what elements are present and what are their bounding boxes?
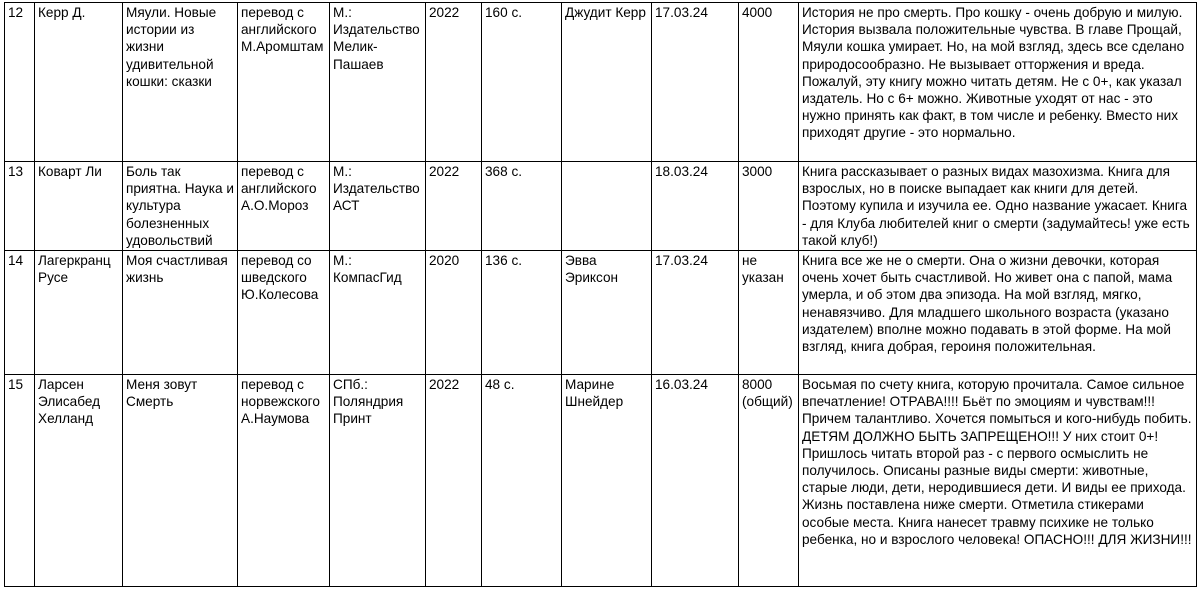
cell-illustrator: Джудит Керр: [562, 3, 652, 162]
cell-pages: 160 с.: [482, 3, 562, 162]
cell-publisher: М.: Издательство АСТ: [330, 162, 426, 251]
review-paragraph: Пришлось читать второй раз - с первого осмыслить не получилось. Описаны разные виды смерти: животные, старые люди, дети, неродившиеся дети. И виды ее прихода. Жизнь поставлена ниже смерти. Отметила стикерами особые места. Книга нанесет травму психике не только ребенка, но и взрослого человека! ОПАСНО!!! ДЛЯ ЖИЗНИ!!!: [802, 445, 1192, 547]
cell-year: 2022: [426, 162, 482, 251]
cell-review: [799, 375, 1197, 587]
cell-date: 16.03.24: [652, 375, 739, 587]
cell-translation: перевод с английского М.Аромштам: [238, 3, 330, 162]
table-row: [5, 162, 1197, 251]
cell-number: 15: [5, 375, 35, 587]
table-row: [5, 251, 1197, 375]
cell-author: Лагеркранц Русе: [35, 251, 123, 375]
cell-year: 2020: [426, 251, 482, 375]
review-paragraph: Восьмая по счету книга, которую прочитала. Самое сильное впечатление! ОТРАВА!!!! Бьёт по эмоциям и чувствам!!! Причем талантливо. Хочется помыться и кого-нибудь побить. ДЕТЯМ ДОЛЖНО БЫТЬ ЗАПРЕЩЕНО!!! У них стоит 0+!: [802, 377, 1192, 444]
cell-author: Ларсен Элисабед Хелланд: [35, 375, 123, 587]
cell-number: 13: [5, 162, 35, 251]
cell-date: 17.03.24: [652, 251, 739, 375]
cell-translation: перевод с норвежского А.Наумова: [238, 375, 330, 587]
cell-translation: перевод с английского А.О.Мороз: [238, 162, 330, 251]
cell-publisher: М.: Издательство Мелик-Пашаев: [330, 3, 426, 162]
cell-number: 12: [5, 3, 35, 162]
cell-title: Боль так приятна. Наука и культура болезненных удовольствий: [123, 162, 238, 251]
cell-number: 14: [5, 251, 35, 375]
table-row: [5, 375, 1197, 587]
cell-print-run: не указан: [739, 251, 799, 375]
cell-illustrator: Эвва Эриксон: [562, 251, 652, 375]
cell-date: 17.03.24: [652, 3, 739, 162]
cell-illustrator: Марине Шнейдер: [562, 375, 652, 587]
cell-print-run: 8000 (общий): [739, 375, 799, 587]
cell-publisher: СПб.: Поляндрия Принт: [330, 375, 426, 587]
cell-author: Коварт Ли: [35, 162, 123, 251]
book-review-table: [4, 2, 1197, 587]
cell-date: 18.03.24: [652, 162, 739, 251]
cell-pages: 48 с.: [482, 375, 562, 587]
table-row: [5, 3, 1197, 162]
cell-publisher: М.: КомпасГид: [330, 251, 426, 375]
cell-translation: перевод со шведского Ю.Колесова: [238, 251, 330, 375]
cell-pages: 136 с.: [482, 251, 562, 375]
cell-pages: 368 с.: [482, 162, 562, 251]
cell-illustrator: [562, 162, 652, 251]
cell-title: Мяули. Новые истории из жизни удивительной кошки: сказки: [123, 3, 238, 162]
cell-print-run: 4000: [739, 3, 799, 162]
cell-review: Книга рассказывает о разных видах мазохизма. Книга для взрослых, но в поиске выпадает как книги для детей. Поэтому купила и изучила ее. Одно название ужасает. Книга - для Клуба любителей книг о смерти (задумайтесь! уже есть такой клуб!): [799, 162, 1197, 251]
cell-title: Меня зовут Смерть: [123, 375, 238, 587]
cell-title: Моя счастливая жизнь: [123, 251, 238, 375]
cell-review: Книга все же не о смерти. Она о жизни девочки, которая очень хочет быть счастливой. Но живет она с папой, мама умерла, и об этом два эпизода. На мой взгляд, мягко, ненавязчиво. Для младшего школьного возраста (указано издателем) вполне можно подавать в этой форме. На мой взгляд, книга добрая, героиня положительная.: [799, 251, 1197, 375]
cell-print-run: 3000: [739, 162, 799, 251]
cell-year: 2022: [426, 375, 482, 587]
cell-author: Керр Д.: [35, 3, 123, 162]
cell-year: 2022: [426, 3, 482, 162]
cell-review: История не про смерть. Про кошку - очень добрую и милую. История вызвала положительные чувства. В главе Прощай, Мяули кошка умирает. Но, на мой взгляд, здесь все сделано природосообразно. Не вызывает отторжения и вреда. Пожалуй, эту книгу можно читать детям. Не с 0+, как указал издатель. Но с 6+ можно. Животные уходят от нас - это нужно принять как факт, в том числе и ребенку. Вместо них приходят другие - это нормально.: [799, 3, 1197, 162]
